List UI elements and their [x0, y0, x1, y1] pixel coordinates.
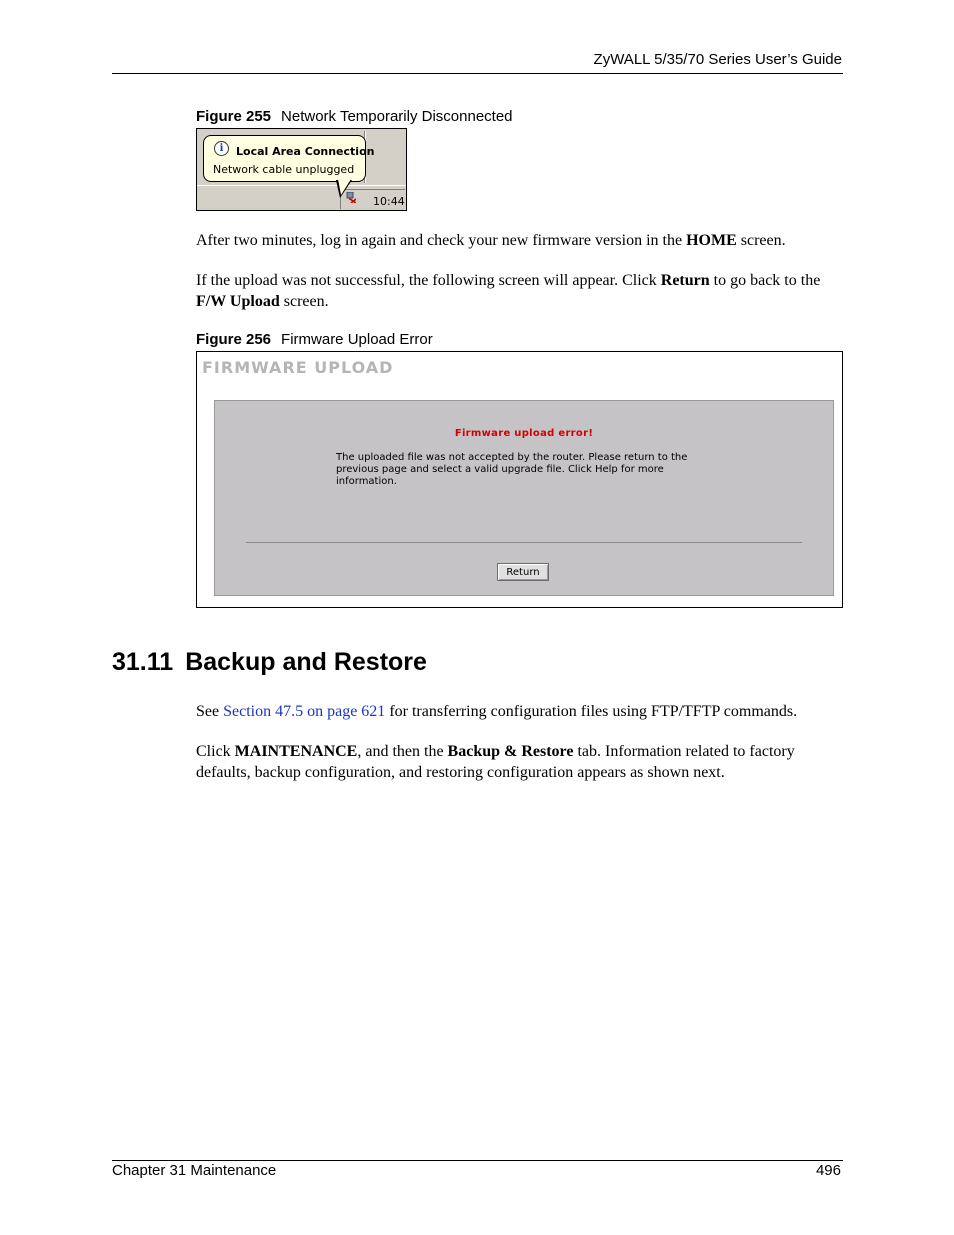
bold-maintenance: MAINTENANCE [234, 743, 358, 760]
text: Click [196, 743, 235, 760]
header-rule [112, 73, 843, 74]
section-number: 31.11 [112, 648, 174, 676]
section-link[interactable]: Section 47.5 on page 621 [223, 703, 386, 720]
figure-label: Figure 255 [196, 108, 272, 125]
taskbar-edge [197, 185, 406, 186]
info-icon: i [214, 141, 229, 156]
paragraph-upload-unsuccessful [196, 270, 844, 312]
error-message: The uploaded file was not accepted by the router. Please return to the previous page and select a valid upgrade file. Click Help for more information. [336, 452, 688, 487]
footer-rule [112, 1160, 843, 1161]
text: tab. Information related to factory defaults, backup configuration, and restoring configuration appears as shown next. [196, 743, 795, 781]
tray-clock[interactable]: 10:44 [373, 195, 405, 208]
balloon-message: Network cable unplugged [213, 163, 355, 176]
balloon-title: Local Area Connection [236, 145, 375, 158]
text: screen. [736, 232, 786, 249]
figure-256-caption [196, 331, 433, 348]
firmware-upload-error-screenshot [196, 351, 843, 608]
bold-home: HOME [686, 232, 737, 249]
network-disconnected-icon[interactable] [346, 192, 356, 203]
bold-backup-restore: Backup & Restore [447, 743, 574, 760]
section-title: Backup and Restore [185, 648, 427, 676]
text: If the upload was not successful, the following screen will appear. Click [196, 272, 661, 289]
bold-fw-upload: F/W Upload [196, 293, 280, 310]
running-header: ZyWALL 5/35/70 Series User’s Guide [593, 51, 842, 68]
paragraph-see-section [196, 701, 846, 722]
section-heading [112, 648, 427, 677]
network-disconnected-screenshot [196, 128, 407, 211]
figure-title: Firmware Upload Error [281, 331, 433, 348]
text: for transferring configuration files using FTP/TFTP commands. [385, 703, 798, 720]
footer-chapter: Chapter 31 Maintenance [112, 1162, 277, 1179]
divider [246, 542, 802, 543]
screen-title: FIRMWARE UPLOAD [202, 358, 394, 377]
page-number: 496 [815, 1162, 841, 1179]
figure-255-caption [196, 108, 513, 125]
text: screen. [279, 293, 329, 310]
error-title: Firmware upload error! [454, 428, 594, 439]
paragraph-backup-restore [196, 741, 844, 783]
text: to go back to the [709, 272, 821, 289]
bold-return: Return [660, 272, 710, 289]
figure-label: Figure 256 [196, 331, 272, 348]
notification-balloon[interactable] [203, 135, 375, 182]
text: After two minutes, log in again and check your new firmware version in the [196, 232, 687, 249]
text: , and then the [357, 743, 448, 760]
text: See [196, 703, 224, 720]
figure-title: Network Temporarily Disconnected [281, 108, 513, 125]
paragraph-check-firmware [196, 230, 844, 251]
error-panel [214, 400, 834, 596]
return-button[interactable]: Return [497, 563, 549, 581]
